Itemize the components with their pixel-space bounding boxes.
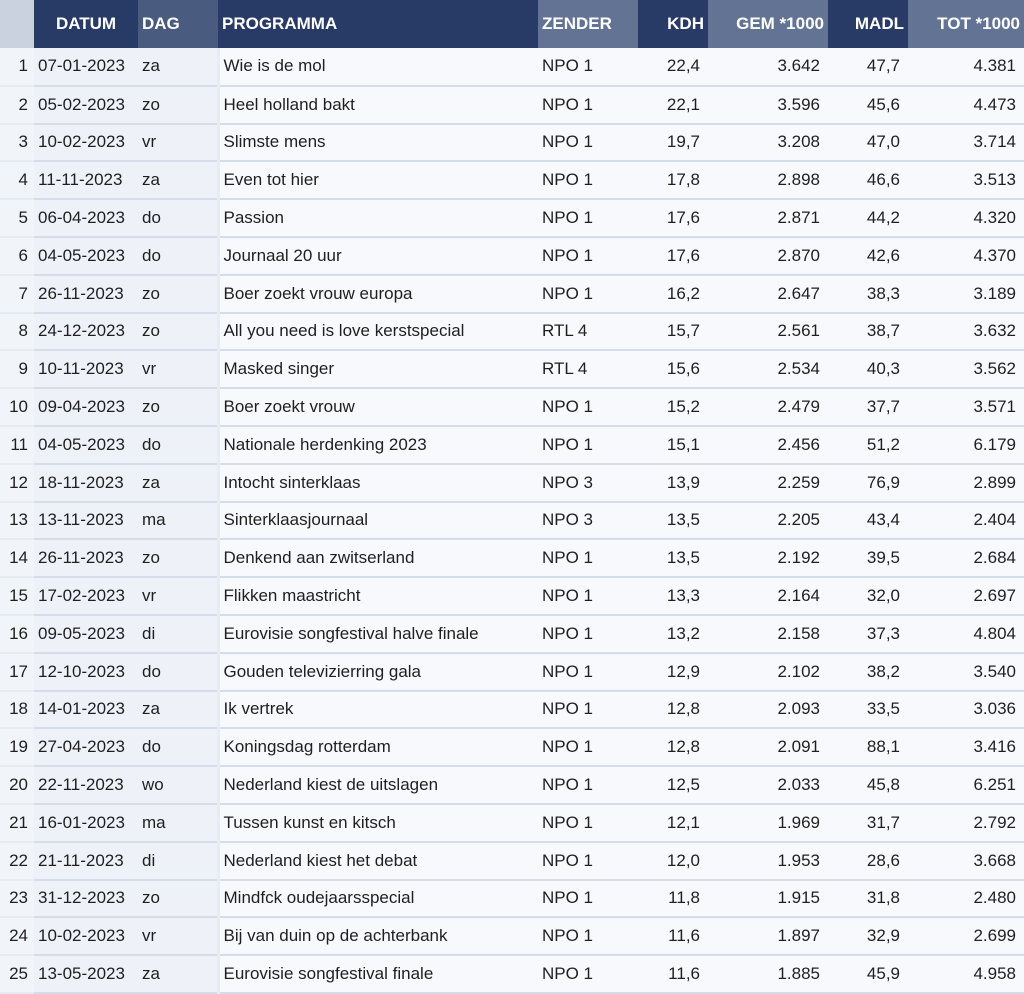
cell-programma: Bij van duin op de achterbank	[218, 917, 538, 955]
cell-tot: 4.804	[908, 615, 1024, 653]
cell-dag: do	[138, 728, 218, 766]
cell-programma: Nationale herdenking 2023	[218, 426, 538, 464]
cell-madl: 42,6	[828, 237, 908, 275]
table-row	[0, 464, 1024, 502]
cell-tot: 2.684	[908, 539, 1024, 577]
cell-gem: 2.102	[708, 653, 828, 691]
cell-programma: Koningsdag rotterdam	[218, 728, 538, 766]
cell-dag: zo	[138, 313, 218, 351]
header-madl[interactable]: MADL	[828, 0, 908, 48]
cell-zender: NPO 1	[538, 577, 638, 615]
cell-dag: do	[138, 426, 218, 464]
cell-madl: 37,3	[828, 615, 908, 653]
cell-madl: 32,0	[828, 577, 908, 615]
cell-rank: 1	[0, 48, 34, 86]
table-row	[0, 237, 1024, 275]
cell-kdh: 11,8	[638, 880, 708, 918]
cell-rank: 21	[0, 804, 34, 842]
cell-rank: 22	[0, 842, 34, 880]
cell-tot: 3.571	[908, 388, 1024, 426]
header-gem[interactable]: GEM *1000	[708, 0, 828, 48]
cell-datum: 13-11-2023	[34, 502, 138, 540]
cell-dag: ma	[138, 502, 218, 540]
table-header	[0, 0, 1024, 48]
cell-datum: 17-02-2023	[34, 577, 138, 615]
cell-rank: 6	[0, 237, 34, 275]
cell-dag: zo	[138, 880, 218, 918]
cell-rank: 5	[0, 199, 34, 237]
cell-zender: NPO 1	[538, 199, 638, 237]
cell-dag: za	[138, 955, 218, 993]
cell-madl: 45,6	[828, 86, 908, 124]
cell-datum: 09-04-2023	[34, 388, 138, 426]
cell-madl: 31,7	[828, 804, 908, 842]
cell-zender: NPO 1	[538, 426, 638, 464]
cell-gem: 3.596	[708, 86, 828, 124]
cell-programma: Nederland kiest de uitslagen	[218, 766, 538, 804]
cell-rank: 4	[0, 161, 34, 199]
cell-gem: 2.192	[708, 539, 828, 577]
cell-dag: zo	[138, 275, 218, 313]
cell-programma: Intocht sinterklaas	[218, 464, 538, 502]
cell-programma: Boer zoekt vrouw europa	[218, 275, 538, 313]
cell-kdh: 11,6	[638, 917, 708, 955]
cell-programma: Journaal 20 uur	[218, 237, 538, 275]
cell-rank: 2	[0, 86, 34, 124]
cell-kdh: 12,1	[638, 804, 708, 842]
cell-rank: 3	[0, 124, 34, 162]
cell-rank: 23	[0, 880, 34, 918]
cell-tot: 3.562	[908, 350, 1024, 388]
cell-programma: Ik vertrek	[218, 691, 538, 729]
cell-kdh: 17,8	[638, 161, 708, 199]
cell-programma: Masked singer	[218, 350, 538, 388]
cell-kdh: 22,1	[638, 86, 708, 124]
cell-gem: 2.091	[708, 728, 828, 766]
cell-rank: 9	[0, 350, 34, 388]
cell-gem: 2.093	[708, 691, 828, 729]
cell-zender: NPO 3	[538, 464, 638, 502]
cell-rank: 12	[0, 464, 34, 502]
cell-tot: 2.792	[908, 804, 1024, 842]
cell-datum: 04-05-2023	[34, 237, 138, 275]
cell-programma: Denkend aan zwitserland	[218, 539, 538, 577]
table-row	[0, 804, 1024, 842]
cell-madl: 37,7	[828, 388, 908, 426]
cell-rank: 16	[0, 615, 34, 653]
cell-gem: 3.208	[708, 124, 828, 162]
cell-datum: 26-11-2023	[34, 275, 138, 313]
cell-kdh: 13,9	[638, 464, 708, 502]
cell-datum: 18-11-2023	[34, 464, 138, 502]
cell-zender: NPO 1	[538, 539, 638, 577]
cell-kdh: 11,6	[638, 955, 708, 993]
cell-gem: 1.915	[708, 880, 828, 918]
cell-kdh: 13,2	[638, 615, 708, 653]
cell-tot: 6.179	[908, 426, 1024, 464]
cell-dag: di	[138, 615, 218, 653]
cell-madl: 47,0	[828, 124, 908, 162]
cell-madl: 31,8	[828, 880, 908, 918]
table-row	[0, 955, 1024, 993]
cell-dag: za	[138, 691, 218, 729]
cell-zender: NPO 1	[538, 275, 638, 313]
cell-programma: Wie is de mol	[218, 48, 538, 86]
cell-programma: All you need is love kerstspecial	[218, 313, 538, 351]
cell-dag: vr	[138, 350, 218, 388]
cell-programma: Slimste mens	[218, 124, 538, 162]
cell-programma: Heel holland bakt	[218, 86, 538, 124]
cell-kdh: 16,2	[638, 275, 708, 313]
cell-zender: NPO 1	[538, 728, 638, 766]
cell-tot: 2.697	[908, 577, 1024, 615]
cell-rank: 20	[0, 766, 34, 804]
cell-tot: 2.899	[908, 464, 1024, 502]
cell-kdh: 13,3	[638, 577, 708, 615]
cell-gem: 2.561	[708, 313, 828, 351]
cell-zender: NPO 1	[538, 124, 638, 162]
cell-dag: di	[138, 842, 218, 880]
cell-zender: NPO 1	[538, 880, 638, 918]
cell-programma: Boer zoekt vrouw	[218, 388, 538, 426]
cell-gem: 2.033	[708, 766, 828, 804]
cell-tot: 2.699	[908, 917, 1024, 955]
cell-dag: vr	[138, 577, 218, 615]
cell-zender: NPO 1	[538, 955, 638, 993]
cell-datum: 12-10-2023	[34, 653, 138, 691]
cell-kdh: 12,8	[638, 728, 708, 766]
cell-programma: Tussen kunst en kitsch	[218, 804, 538, 842]
cell-datum: 04-05-2023	[34, 426, 138, 464]
cell-tot: 3.540	[908, 653, 1024, 691]
cell-gem: 2.898	[708, 161, 828, 199]
table-row	[0, 615, 1024, 653]
table-row	[0, 502, 1024, 540]
table-row	[0, 161, 1024, 199]
table-row	[0, 728, 1024, 766]
cell-rank: 25	[0, 955, 34, 993]
cell-kdh: 15,1	[638, 426, 708, 464]
header-programma[interactable]: PROGRAMMA	[218, 0, 538, 48]
header-datum[interactable]: DATUM	[34, 0, 138, 48]
table-row	[0, 691, 1024, 729]
cell-rank: 24	[0, 917, 34, 955]
cell-datum: 06-04-2023	[34, 199, 138, 237]
cell-madl: 38,3	[828, 275, 908, 313]
cell-gem: 2.205	[708, 502, 828, 540]
cell-gem: 3.642	[708, 48, 828, 86]
cell-kdh: 22,4	[638, 48, 708, 86]
table-row	[0, 350, 1024, 388]
table-row	[0, 313, 1024, 351]
cell-madl: 47,7	[828, 48, 908, 86]
table-row	[0, 766, 1024, 804]
cell-tot: 3.714	[908, 124, 1024, 162]
table-row	[0, 275, 1024, 313]
cell-datum: 21-11-2023	[34, 842, 138, 880]
cell-datum: 22-11-2023	[34, 766, 138, 804]
table-body	[0, 48, 1024, 993]
cell-programma: Even tot hier	[218, 161, 538, 199]
cell-gem: 2.456	[708, 426, 828, 464]
cell-madl: 44,2	[828, 199, 908, 237]
table-row	[0, 48, 1024, 86]
cell-gem: 2.479	[708, 388, 828, 426]
cell-madl: 43,4	[828, 502, 908, 540]
cell-tot: 4.473	[908, 86, 1024, 124]
cell-tot: 3.632	[908, 313, 1024, 351]
cell-zender: NPO 3	[538, 502, 638, 540]
header-rank	[0, 0, 34, 48]
table-row	[0, 577, 1024, 615]
cell-rank: 11	[0, 426, 34, 464]
cell-tot: 4.370	[908, 237, 1024, 275]
cell-madl: 76,9	[828, 464, 908, 502]
cell-programma: Flikken maastricht	[218, 577, 538, 615]
cell-gem: 2.871	[708, 199, 828, 237]
cell-zender: NPO 1	[538, 842, 638, 880]
cell-tot: 4.381	[908, 48, 1024, 86]
cell-programma: Nederland kiest het debat	[218, 842, 538, 880]
cell-tot: 3.513	[908, 161, 1024, 199]
cell-zender: RTL 4	[538, 313, 638, 351]
cell-datum: 27-04-2023	[34, 728, 138, 766]
cell-tot: 2.404	[908, 502, 1024, 540]
header-tot[interactable]: TOT *1000	[908, 0, 1024, 48]
cell-madl: 45,9	[828, 955, 908, 993]
cell-kdh: 19,7	[638, 124, 708, 162]
cell-datum: 07-01-2023	[34, 48, 138, 86]
cell-tot: 3.668	[908, 842, 1024, 880]
cell-rank: 7	[0, 275, 34, 313]
cell-kdh: 17,6	[638, 199, 708, 237]
cell-zender: NPO 1	[538, 615, 638, 653]
cell-dag: do	[138, 237, 218, 275]
table-row	[0, 124, 1024, 162]
cell-gem: 2.534	[708, 350, 828, 388]
cell-datum: 14-01-2023	[34, 691, 138, 729]
cell-programma: Eurovisie songfestival halve finale	[218, 615, 538, 653]
cell-kdh: 12,5	[638, 766, 708, 804]
cell-rank: 8	[0, 313, 34, 351]
cell-gem: 2.870	[708, 237, 828, 275]
cell-zender: NPO 1	[538, 804, 638, 842]
cell-zender: NPO 1	[538, 766, 638, 804]
header-zender[interactable]: ZENDER	[538, 0, 638, 48]
cell-rank: 14	[0, 539, 34, 577]
cell-tot: 3.036	[908, 691, 1024, 729]
cell-zender: NPO 1	[538, 917, 638, 955]
cell-gem: 2.647	[708, 275, 828, 313]
cell-dag: do	[138, 199, 218, 237]
table-row	[0, 199, 1024, 237]
table-row	[0, 426, 1024, 464]
cell-programma: Sinterklaasjournaal	[218, 502, 538, 540]
cell-rank: 10	[0, 388, 34, 426]
cell-programma: Eurovisie songfestival finale	[218, 955, 538, 993]
cell-gem: 1.969	[708, 804, 828, 842]
header-kdh[interactable]: KDH	[638, 0, 708, 48]
cell-gem: 2.164	[708, 577, 828, 615]
cell-rank: 19	[0, 728, 34, 766]
cell-kdh: 12,0	[638, 842, 708, 880]
cell-dag: vr	[138, 917, 218, 955]
cell-zender: NPO 1	[538, 48, 638, 86]
cell-dag: ma	[138, 804, 218, 842]
table-row	[0, 917, 1024, 955]
table-row	[0, 842, 1024, 880]
cell-kdh: 17,6	[638, 237, 708, 275]
cell-tot: 3.189	[908, 275, 1024, 313]
cell-rank: 13	[0, 502, 34, 540]
cell-dag: za	[138, 464, 218, 502]
cell-zender: NPO 1	[538, 653, 638, 691]
cell-tot: 6.251	[908, 766, 1024, 804]
header-dag[interactable]: DAG	[138, 0, 218, 48]
cell-zender: NPO 1	[538, 691, 638, 729]
table-row	[0, 880, 1024, 918]
cell-madl: 39,5	[828, 539, 908, 577]
table-row	[0, 388, 1024, 426]
cell-dag: za	[138, 161, 218, 199]
cell-kdh: 12,9	[638, 653, 708, 691]
cell-kdh: 15,7	[638, 313, 708, 351]
cell-dag: do	[138, 653, 218, 691]
cell-dag: zo	[138, 539, 218, 577]
cell-gem: 1.953	[708, 842, 828, 880]
cell-dag: za	[138, 48, 218, 86]
cell-programma: Passion	[218, 199, 538, 237]
cell-datum: 26-11-2023	[34, 539, 138, 577]
cell-programma: Mindfck oudejaarsspecial	[218, 880, 538, 918]
cell-tot: 3.416	[908, 728, 1024, 766]
cell-dag: zo	[138, 388, 218, 426]
cell-kdh: 13,5	[638, 539, 708, 577]
cell-kdh: 15,2	[638, 388, 708, 426]
cell-madl: 51,2	[828, 426, 908, 464]
cell-madl: 38,7	[828, 313, 908, 351]
cell-tot: 4.958	[908, 955, 1024, 993]
cell-datum: 11-11-2023	[34, 161, 138, 199]
cell-kdh: 13,5	[638, 502, 708, 540]
cell-zender: NPO 1	[538, 388, 638, 426]
cell-dag: vr	[138, 124, 218, 162]
cell-datum: 10-02-2023	[34, 124, 138, 162]
cell-gem: 1.885	[708, 955, 828, 993]
cell-madl: 38,2	[828, 653, 908, 691]
cell-kdh: 12,8	[638, 691, 708, 729]
cell-tot: 2.480	[908, 880, 1024, 918]
cell-datum: 09-05-2023	[34, 615, 138, 653]
table-row	[0, 539, 1024, 577]
cell-dag: zo	[138, 86, 218, 124]
cell-rank: 15	[0, 577, 34, 615]
cell-madl: 88,1	[828, 728, 908, 766]
cell-gem: 1.897	[708, 917, 828, 955]
cell-rank: 18	[0, 691, 34, 729]
cell-gem: 2.158	[708, 615, 828, 653]
cell-dag: wo	[138, 766, 218, 804]
cell-kdh: 15,6	[638, 350, 708, 388]
cell-datum: 13-05-2023	[34, 955, 138, 993]
cell-datum: 05-02-2023	[34, 86, 138, 124]
cell-madl: 40,3	[828, 350, 908, 388]
cell-zender: NPO 1	[538, 237, 638, 275]
cell-datum: 24-12-2023	[34, 313, 138, 351]
cell-tot: 4.320	[908, 199, 1024, 237]
cell-zender: NPO 1	[538, 86, 638, 124]
cell-zender: RTL 4	[538, 350, 638, 388]
cell-gem: 2.259	[708, 464, 828, 502]
table-row	[0, 86, 1024, 124]
cell-programma: Gouden televizierring gala	[218, 653, 538, 691]
cell-madl: 46,6	[828, 161, 908, 199]
table-row	[0, 653, 1024, 691]
cell-datum: 10-11-2023	[34, 350, 138, 388]
cell-datum: 16-01-2023	[34, 804, 138, 842]
cell-zender: NPO 1	[538, 161, 638, 199]
cell-madl: 33,5	[828, 691, 908, 729]
cell-madl: 45,8	[828, 766, 908, 804]
cell-madl: 28,6	[828, 842, 908, 880]
cell-datum: 10-02-2023	[34, 917, 138, 955]
cell-datum: 31-12-2023	[34, 880, 138, 918]
cell-rank: 17	[0, 653, 34, 691]
cell-madl: 32,9	[828, 917, 908, 955]
